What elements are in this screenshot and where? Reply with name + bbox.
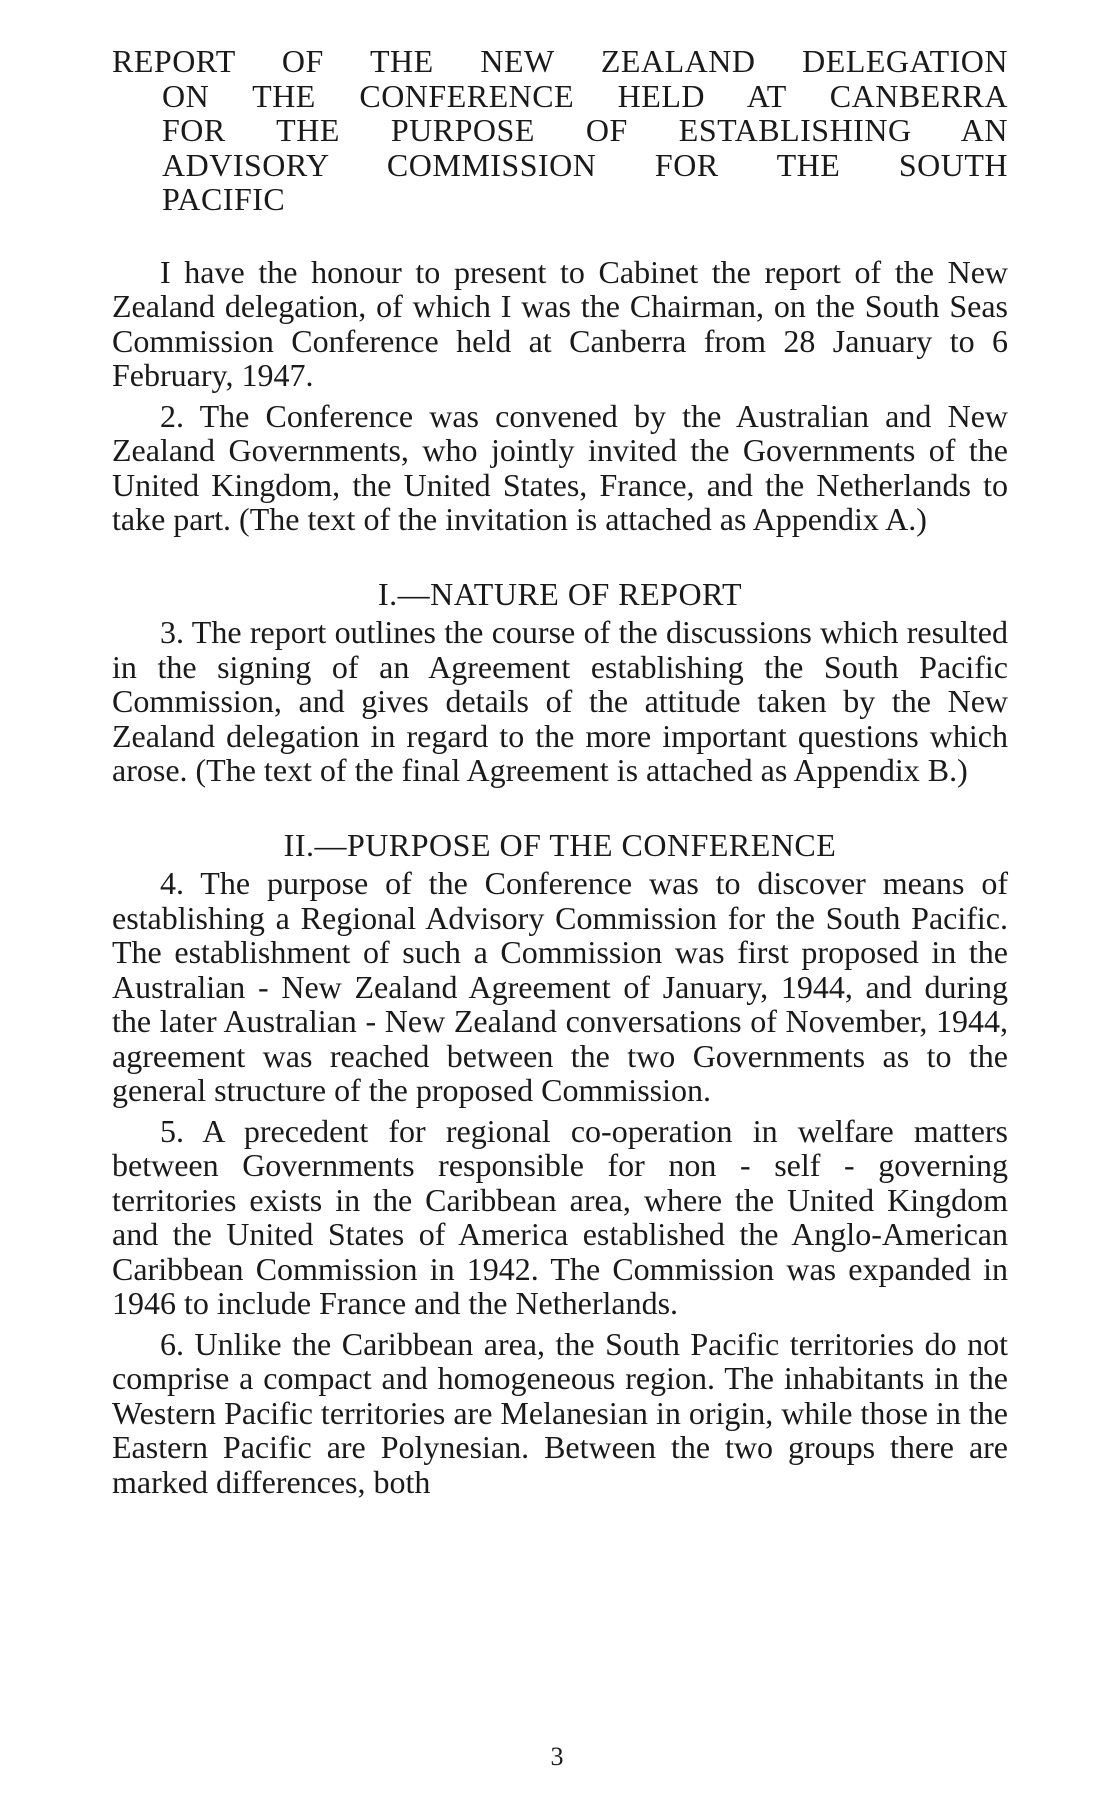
section-heading-purpose-of-conference: II.—PURPOSE OF THE CONFERENCE (283, 826, 837, 863)
document-page (112, 44, 1008, 1505)
paragraph-3: 3. The report outlines the course of the discussions which resulted in the signing of an Agreement establishing the South Pacific Commission, and gives details of the attitude taken by the New Zealand delegation in regard to the more important questions which arose. (The text of the final Agreement is attached as Appendix B.) (112, 614, 1008, 788)
paragraph-4: 4. The purpose of the Conference was to discover means of establishing a Regional Advisory Commission for the South Pacific. The establishment of such a Commission was first proposed in the Australian - New Zealand Agreement of January, 1944, and during the later Australian - New Zealand conversations of November, 1944, agreement was reached between the two Governments as to the general structure of the proposed Commission. (112, 865, 1008, 1108)
page-number: 3 (550, 1742, 564, 1771)
section-heading-nature-of-report: I.—NATURE OF REPORT (377, 575, 743, 612)
title-line: FOR THE PURPOSE OF ESTABLISHING AN (162, 112, 1008, 148)
paragraph-5: 5. A precedent for regional co-operation in welfare matters between Governments responsible for non - self - governing territories exists in the Caribbean area, where the United Kingdom and the United States of America established the Anglo-American Caribbean Commission in 1942. The Commission was expanded in 1946 to include France and the Netherlands. (112, 1112, 1008, 1321)
intro-paragraph: I have the honour to present to Cabinet the report of the New Zealand delegation, of which I was the Chairman, on the South Seas Commission Conference held at Canberra from 28 January to 6 February, 1947. (112, 253, 1008, 393)
title-line: ADVISORY COMMISSION FOR THE SOUTH (162, 146, 1008, 183)
report-title (112, 44, 1008, 217)
paragraph-2: 2. The Conference was convened by the Australian and New Zealand Governments, who jointly invited the Governments of the United Kingdom, the United States, France, and the Netherlands to take part. (The text of the invitation is attached as Appendix A.) (112, 397, 1008, 537)
title-line: PACIFIC (162, 181, 286, 217)
paragraph-6: 6. Unlike the Caribbean area, the South Pacific territories do not comprise a compact and homogeneous region. The inhabitants in the Western Pacific territories are Melanesian in origin, while those in the Eastern Pacific are Polynesian. Between the two groups there are marked differences, both (112, 1325, 1008, 1500)
title-line: ON THE CONFERENCE HELD AT CANBERRA (162, 77, 1008, 114)
title-line: REPORT OF THE NEW ZEALAND DELEGATION (112, 43, 1008, 79)
